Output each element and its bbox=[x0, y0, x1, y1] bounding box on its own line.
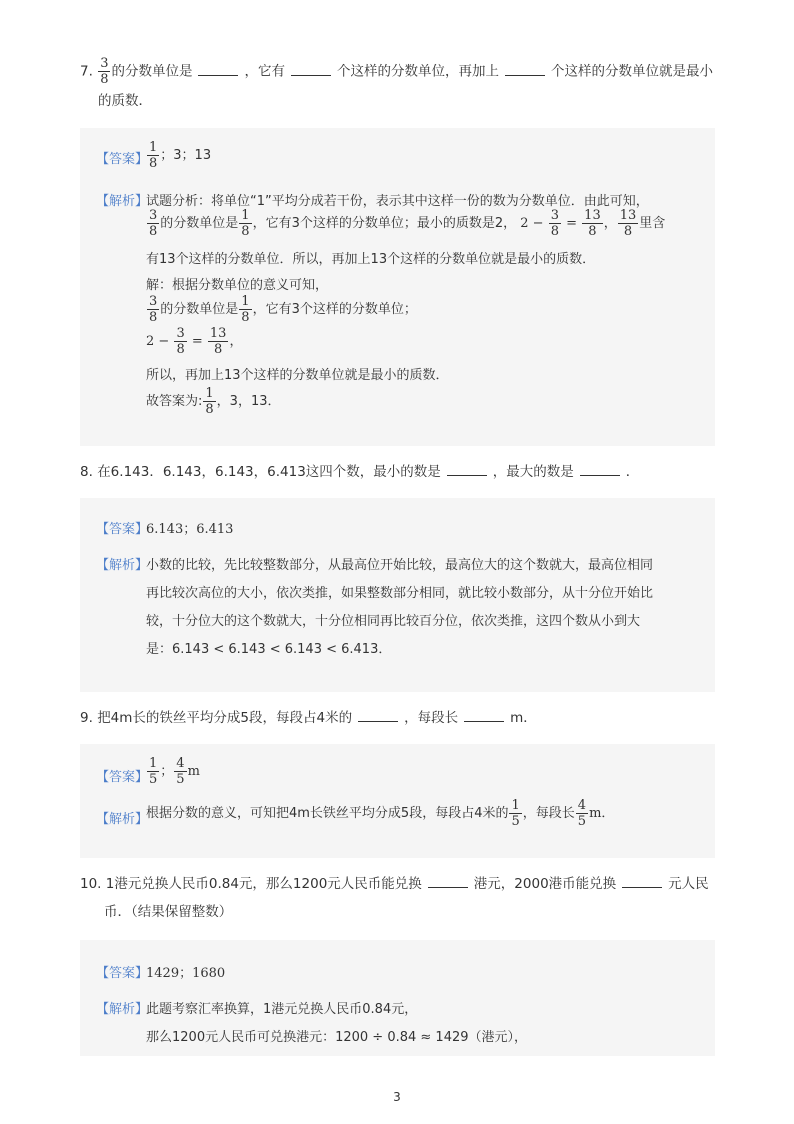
question-number: 8. bbox=[80, 464, 93, 480]
question-text: ，最大的数是 bbox=[492, 464, 574, 480]
question-text: 的分数单位是 bbox=[111, 63, 193, 80]
explanation-line: 根据分数的意义，可知把4m长铁丝平均分成5段，每段占4米的 $\frac{1}{5}$ ，每段长 $\frac{4}{5}$ m． bbox=[146, 798, 615, 829]
answer-tag: 【答案】 bbox=[96, 770, 149, 785]
question-text: 币．（结果保留整数） bbox=[104, 904, 233, 920]
answer-tag: 【答案】 bbox=[96, 152, 149, 167]
explanation-line: 试题分析：将单位“1”平均分成若干份，表示其中这样一份的数为分数单位．由此可知， bbox=[146, 194, 649, 209]
solution-box-8 bbox=[80, 498, 715, 692]
answer-blank[interactable] bbox=[464, 720, 504, 722]
answer-content: 6.143；6.413 bbox=[146, 522, 234, 537]
explanation-line: 有13个这样的分数单位．所以，再加上13个这样的分数单位就是最小的质数． bbox=[146, 252, 596, 267]
answer-content: $\frac{1}{8}$ ；3；13 bbox=[149, 140, 212, 171]
question-8 bbox=[80, 458, 720, 486]
question-text: 元人民 bbox=[668, 876, 709, 892]
answer-blank[interactable] bbox=[505, 74, 545, 76]
explanation-line: $\frac{3}{8}$ 的分数单位是 $\frac{1}{8}$ ，它有3个这样的分数单位；最小的质数是2， 2 − $\frac{3}{8}$ = $\frac{13}{8}$ ， $\frac{13}{8}$ 里含 bbox=[149, 208, 666, 239]
answer-blank[interactable] bbox=[447, 474, 487, 476]
answer-blank[interactable] bbox=[428, 886, 468, 888]
question-7 bbox=[80, 56, 720, 115]
explanation-line: 解：根据分数单位的意义可知， bbox=[146, 278, 329, 293]
question-text: 个这样的分数单位就是最小 bbox=[550, 63, 713, 80]
answer-blank[interactable] bbox=[358, 720, 398, 722]
question-text: ，每段长 bbox=[404, 710, 459, 726]
solution-box-7 bbox=[80, 128, 715, 446]
explanation-tag: 【解析】 bbox=[96, 1002, 149, 1017]
explanation-equation: 2 − $\frac{3}{8}$ = $\frac{13}{8}$ ， bbox=[146, 326, 243, 357]
explanation-line: 那么1200元人民币可兑换港元：1200 ÷ 0.84 ≈ 1429（港元）， bbox=[146, 1030, 528, 1045]
question-text: 把4m长的铁丝平均分成5段，每段占4米的 bbox=[97, 710, 353, 726]
answer-tag: 【答案】 bbox=[96, 522, 149, 537]
question-text: ． bbox=[625, 464, 640, 480]
solution-box-10 bbox=[80, 940, 715, 1056]
question-text: m． bbox=[510, 710, 537, 726]
answer-content: $\frac{1}{5}$ ； $\frac{4}{5}$ m bbox=[149, 756, 200, 787]
question-text: 港元，2000港币能兑换 bbox=[473, 876, 617, 892]
question-text: 在6.143．6.143，6.143，6.413这四个数，最小的数是 bbox=[97, 464, 441, 480]
answer-tag: 【答案】 bbox=[96, 966, 149, 981]
question-10 bbox=[80, 870, 720, 926]
question-text: 个这样的分数单位，再加上 bbox=[336, 63, 499, 80]
explanation-line: 故答案为: $\frac{1}{8}$ ，3，13． bbox=[146, 386, 281, 417]
explanation-line: $\frac{3}{8}$ 的分数单位是 $\frac{1}{8}$ ，它有3个这样的分数单位； bbox=[149, 294, 417, 325]
question-number: 10. bbox=[80, 876, 102, 892]
question-text: 的质数． bbox=[98, 93, 152, 109]
explanation-tag: 【解析】 bbox=[96, 194, 149, 209]
explanation-tag: 【解析】 bbox=[96, 558, 149, 573]
question-number: 9. bbox=[80, 710, 93, 726]
question-text: ，它有 bbox=[244, 63, 285, 80]
answer-content: 1429；1680 bbox=[146, 966, 226, 981]
page-number: 3 bbox=[393, 1090, 401, 1104]
question-9 bbox=[80, 704, 720, 732]
explanation-line: 是：6.143 < 6.143 < 6.143 < 6.413． bbox=[146, 642, 392, 657]
explanation-line: 小数的比较，先比较整数部分，从最高位开始比较，最高位大的这个数就大，最高位相同 bbox=[146, 558, 654, 573]
explanation-line: 此题考察汇率换算，1港元兑换人民币0.84元， bbox=[146, 1002, 418, 1017]
answer-blank[interactable] bbox=[198, 74, 238, 76]
question-number: 7. bbox=[80, 63, 93, 80]
answer-blank[interactable] bbox=[580, 474, 620, 476]
fraction-3-8: $\frac{3}{8}$ bbox=[100, 56, 109, 87]
answer-blank[interactable] bbox=[291, 74, 331, 76]
solution-box-9 bbox=[80, 744, 715, 858]
explanation-tag: 【解析】 bbox=[96, 812, 149, 827]
question-text: 1港元兑换人民币0.84元，那么1200元人民币能兑换 bbox=[105, 876, 422, 892]
explanation-line: 所以，再加上13个这样的分数单位就是最小的质数． bbox=[146, 368, 449, 383]
explanation-line: 较，十分位大的这个数就大，十分位相同再比较百分位，依次类推，这四个数从小到大 bbox=[146, 614, 641, 629]
answer-blank[interactable] bbox=[622, 886, 662, 888]
explanation-line: 再比较次高位的大小，依次类推，如果整数部分相同，就比较小数部分，从十分位开始比 bbox=[146, 586, 654, 601]
